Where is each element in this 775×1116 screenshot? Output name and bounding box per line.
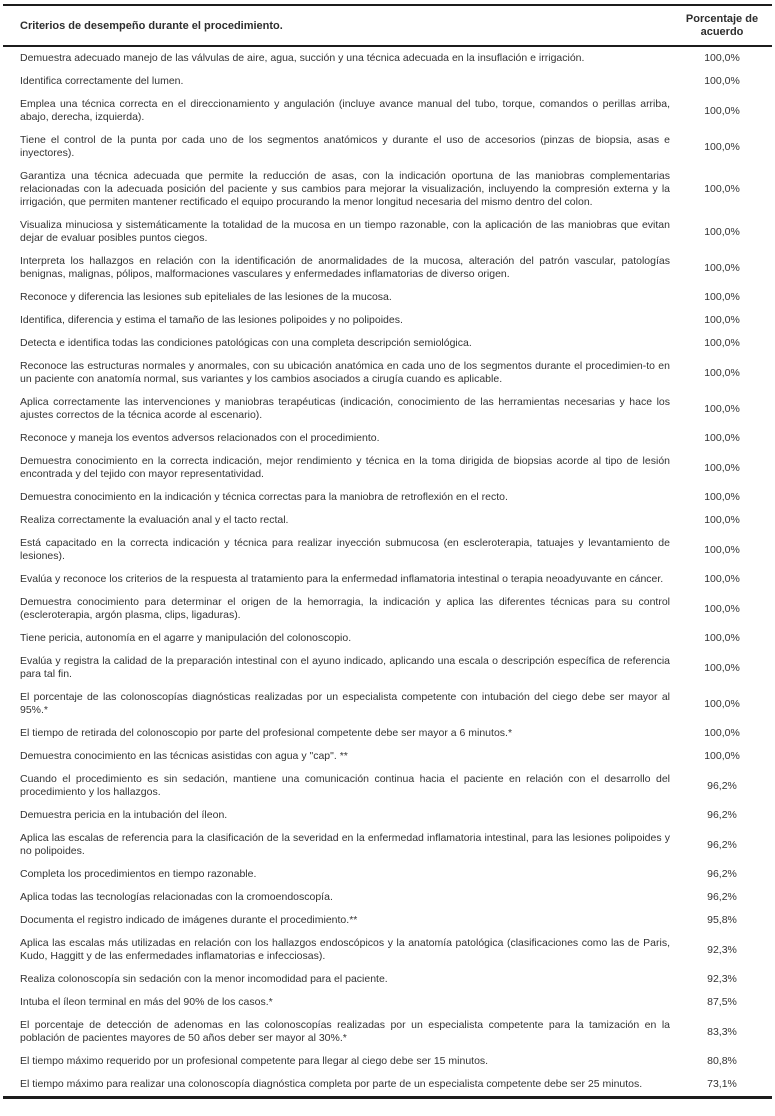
table-row — [3, 909, 772, 932]
table-row — [3, 332, 772, 355]
percentage-value: 100,0% — [704, 514, 740, 526]
table-row — [3, 70, 772, 93]
criterion-text: Demuestra conocimiento en la correcta indicación, mejor rendimiento y técnica en la toma dirigida de biopsias acorde al tipo de lesión encontrada y del tejido con mayor representatividad. — [20, 455, 670, 480]
criterion-text: Realiza correctamente la evaluación anal y el tacto rectal. — [20, 514, 289, 526]
percentage-value: 83,3% — [707, 1025, 737, 1038]
percentage-value: 100,0% — [704, 661, 740, 674]
table-row — [3, 722, 772, 745]
criterion-text: El porcentaje de las colonoscopías diagnósticas realizadas por un especialista competente con intubación del ciego debe ser mayor al 95%.* — [20, 691, 670, 716]
percentage-value: 96,2% — [707, 779, 737, 792]
criterion-text: Aplica las escalas de referencia para la clasificación de la severidad en la enfermedad inflamatoria intestinal, para las lesiones polipoides y no polipoides. — [20, 832, 670, 857]
criterion-text: Realiza colonoscopía sin sedación con la menor incomodidad para el paciente. — [20, 973, 388, 985]
percentage-value: 100,0% — [704, 750, 740, 762]
criteria-table-container — [3, 4, 772, 1099]
criterion-text: Completa los procedimientos en tiempo razonable. — [20, 868, 257, 880]
table-row — [3, 391, 772, 427]
criterion-text: El tiempo máximo requerido por un profesional competente para llegar al ciego debe ser 15 minutos. — [20, 1055, 489, 1067]
percentage-value: 100,0% — [704, 573, 740, 585]
column-header-criteria: Criterios de desempeño durante el procedimiento. — [3, 5, 672, 46]
table-row — [3, 509, 772, 532]
percentage-value: 73,1% — [707, 1078, 737, 1090]
criteria-table — [3, 4, 772, 1099]
percentage-value: 100,0% — [704, 432, 740, 444]
percentage-value: 96,2% — [707, 838, 737, 851]
criterion-text: Aplica las escalas más utilizadas en relación con los hallazgos endoscópicos y la anatomía patológica (clasificaciones como las de Paris, Kudo, Haggitt y de las enfermedades inflamatorias e infecciosas). — [20, 937, 670, 962]
table-row — [3, 165, 772, 214]
criterion-text: Documenta el registro indicado de imágenes durante el procedimiento.** — [20, 914, 358, 926]
table-header — [3, 5, 772, 46]
percentage-value: 100,0% — [704, 337, 740, 349]
table-row — [3, 450, 772, 486]
table-row — [3, 214, 772, 250]
table-row — [3, 686, 772, 722]
table-row — [3, 1050, 772, 1073]
percentage-value: 100,0% — [704, 52, 740, 64]
criterion-text: Aplica correctamente las intervenciones y maniobras terapéuticas (indicación, conocimiento de las herramientas necesarias y hace los ajustes correctos de la técnica acorde al escenario). — [20, 396, 670, 421]
table-row — [3, 93, 772, 129]
table-row — [3, 568, 772, 591]
table-row — [3, 591, 772, 627]
percentage-value: 100,0% — [704, 314, 740, 326]
percentage-value: 92,3% — [707, 943, 737, 956]
table-row — [3, 1073, 772, 1098]
criterion-text: El tiempo de retirada del colonoscopio por parte del profesional competente debe ser mayor a 6 minutos.* — [20, 727, 513, 739]
table-row — [3, 250, 772, 286]
percentage-value: 100,0% — [704, 366, 740, 379]
criterion-text: Reconoce y maneja los eventos adversos relacionados con el procedimiento. — [20, 432, 380, 444]
criterion-text: Reconoce y diferencia las lesiones sub epiteliales de las lesiones de la mucosa. — [20, 291, 392, 303]
criterion-text: Emplea una técnica correcta en el direccionamiento y angulación (incluye avance manual del tubo, torque, comandos o perillas arriba, abajo, derecha, izquierda). — [20, 98, 670, 123]
percentage-value: 100,0% — [704, 104, 740, 117]
criterion-text: Cuando el procedimiento es sin sedación, mantiene una comunicación continua hacia el paciente en relación con el desarrollo del procedimiento y los hallazgos. — [20, 773, 670, 798]
criterion-text: Demuestra conocimiento para determinar el origen de la hemorragia, la indicación y aplica las diferentes técnicas para su control (escleroterapia, argón plasma, clips, ligaduras). — [20, 596, 670, 621]
criterion-text: El tiempo máximo para realizar una colonoscopía diagnóstica completa por parte de un especialista competente debe ser 25 minutos. — [20, 1078, 643, 1090]
criterion-text: Identifica, diferencia y estima el tamaño de las lesiones polipoides y no polipoides. — [20, 314, 403, 326]
percentage-value: 100,0% — [704, 183, 740, 195]
criterion-text: Está capacitado en la correcta indicación y técnica para realizar inyección submucosa (en escleroterapia, tatuajes y levantamiento de lesiones). — [20, 537, 670, 562]
criterion-text: Demuestra conocimiento en las técnicas asistidas con agua y "cap". ** — [20, 750, 348, 762]
criterion-text: Garantiza una técnica adecuada que permite la reducción de asas, con la indicación oportuna de las maniobras complementarias relacionadas con la adecuada posición del paciente y sus cambios para mejorar la visualización, incluyendo la compresión externa y la irrigación, que permiten mantener rectificado el equipo procurando la menor longitud necesaria del mismo dentro del colon. — [20, 170, 670, 208]
percentage-value: 100,0% — [704, 727, 740, 739]
table-body — [3, 46, 772, 1098]
table-row — [3, 863, 772, 886]
percentage-value: 87,5% — [707, 996, 737, 1008]
criterion-text: Aplica todas las tecnologías relacionadas con la cromoendoscopía. — [20, 891, 333, 903]
criterion-text: Demuestra conocimiento en la indicación y técnica correctas para la maniobra de retroflexión en el recto. — [20, 491, 508, 503]
column-header-percentage: Porcentaje de acuerdo — [672, 5, 772, 46]
percentage-value: 100,0% — [704, 697, 740, 710]
criterion-text: Demuestra adecuado manejo de las válvulas de aire, agua, succión y una técnica adecuada en la insuflación e irrigación. — [20, 52, 585, 64]
criterion-text: Tiene el control de la punta por cada uno de los segmentos anatómicos y durante el uso de accesorios (pinzas de biopsia, asas e inyectores). — [20, 134, 670, 159]
percentage-value: 100,0% — [704, 461, 740, 474]
table-row — [3, 1014, 772, 1050]
percentage-value: 80,8% — [707, 1055, 737, 1067]
percentage-value: 100,0% — [704, 140, 740, 153]
table-row — [3, 486, 772, 509]
criterion-text: Tiene pericia, autonomía en el agarre y manipulación del colonoscopio. — [20, 632, 352, 644]
criterion-text: Evalúa y reconoce los criterios de la respuesta al tratamiento para la enfermedad inflamatoria intestinal o terapia neoadyuvante en cáncer. — [20, 573, 664, 585]
table-row — [3, 968, 772, 991]
table-row — [3, 804, 772, 827]
criterion-text: Interpreta los hallazgos en relación con la identificación de anormalidades de la mucosa, alteración del patrón vascular, patologías benignas, malignas, pólipos, malformaciones vasculares y enfermedades inflamatorias de diverso origen. — [20, 255, 670, 280]
table-row — [3, 827, 772, 863]
criterion-text: Detecta e identifica todas las condiciones patológicas con una completa descripción semiológica. — [20, 337, 472, 349]
criterion-text: El porcentaje de detección de adenomas en las colonoscopías realizadas por un especialista competente para la tamización en la población de pacientes mayores de 50 años deber ser mayor al 30%.* — [20, 1019, 670, 1044]
percentage-value: 100,0% — [704, 491, 740, 503]
percentage-value: 100,0% — [704, 261, 740, 274]
percentage-value: 100,0% — [704, 225, 740, 238]
table-row — [3, 309, 772, 332]
table-row — [3, 46, 772, 70]
criterion-text: Intuba el íleon terminal en más del 90% de los casos.* — [20, 996, 273, 1008]
percentage-value: 100,0% — [704, 543, 740, 556]
percentage-value: 96,2% — [707, 891, 737, 903]
header-row — [3, 5, 772, 46]
percentage-value: 100,0% — [704, 602, 740, 615]
percentage-value: 100,0% — [704, 75, 740, 87]
percentage-value: 96,2% — [707, 868, 737, 880]
table-row — [3, 427, 772, 450]
percentage-value: 92,3% — [707, 973, 737, 985]
table-row — [3, 991, 772, 1014]
percentage-value: 100,0% — [704, 632, 740, 644]
criterion-text: Visualiza minuciosa y sistemáticamente la totalidad de la mucosa en un tiempo razonable, con la aplicación de las maniobras que evitan dejar de evaluar posibles puntos ciegos. — [20, 219, 670, 244]
table-row — [3, 745, 772, 768]
table-row — [3, 627, 772, 650]
criterion-text: Demuestra pericia en la intubación del íleon. — [20, 809, 228, 821]
table-row — [3, 286, 772, 309]
table-row — [3, 129, 772, 165]
percentage-value: 96,2% — [707, 809, 737, 821]
table-row — [3, 355, 772, 391]
percentage-value: 100,0% — [704, 291, 740, 303]
percentage-value: 95,8% — [707, 914, 737, 926]
table-row — [3, 768, 772, 804]
table-row — [3, 886, 772, 909]
table-row — [3, 650, 772, 686]
table-row — [3, 932, 772, 968]
criterion-text: Evalúa y registra la calidad de la preparación intestinal con el ayuno indicado, aplicando una escala o descripción específica de referencia para tal fin. — [20, 655, 670, 680]
percentage-value: 100,0% — [704, 402, 740, 415]
criterion-text: Identifica correctamente del lumen. — [20, 75, 184, 87]
table-row — [3, 532, 772, 568]
criterion-text: Reconoce las estructuras normales y anormales, con su ubicación anatómica en cada uno de los segmentos durante el procedimien-to en un paciente con anatomía normal, sus variantes y los cambios asociados a cirugía cuando es aplicable. — [20, 360, 670, 385]
